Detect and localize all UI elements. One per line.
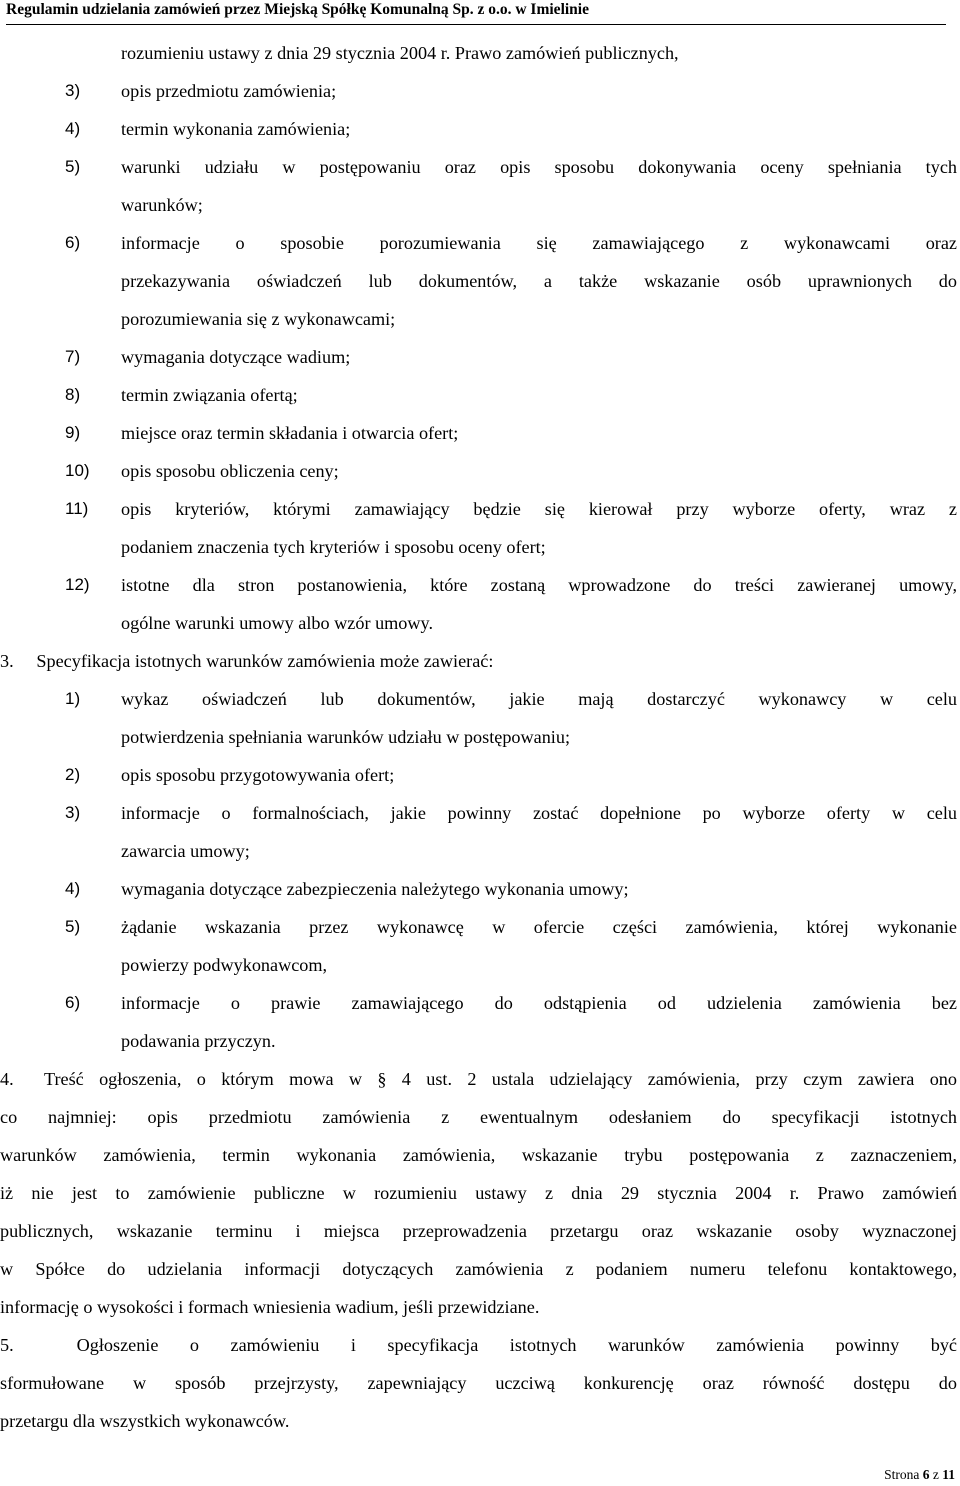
- text-line: [0, 1364, 960, 1402]
- text-line: [0, 338, 960, 376]
- text-line: [0, 148, 960, 186]
- text-line: [0, 718, 960, 756]
- line-text: potwierdzenia spełniania warunków udziału w postępowaniu;: [121, 727, 571, 747]
- text-line: [0, 1288, 960, 1326]
- line-text: warunki udziału w postępowaniu oraz opis sposobu dokonywania oceny spełniania tych: [121, 157, 957, 177]
- text-line: [0, 186, 960, 224]
- list-item-number: 7): [65, 347, 81, 366]
- text-line: [0, 1250, 960, 1288]
- text-line: [0, 110, 960, 148]
- line-text: w Spółce do udzielania informacji dotyczących zamówienia z podaniem numeru telefonu kontaktowego,: [0, 1259, 957, 1279]
- text-line: [0, 756, 960, 794]
- header-title: Regulamin udzielania zamówień przez Miejską Spółkę Komunalną Sp. z o.o. w Imielinie: [6, 1, 589, 18]
- list-item-number: 5): [65, 157, 81, 176]
- line-text: iż nie jest to zamówienie publiczne w rozumieniu ustawy z dnia 29 stycznia 2004 r. Prawo zamówień: [0, 1183, 957, 1203]
- text-line: [0, 452, 960, 490]
- footer-of: z: [932, 1467, 939, 1482]
- text-line: [0, 1402, 960, 1440]
- line-text: rozumieniu ustawy z dnia 29 stycznia 2004 r. Prawo zamówień publicznych,: [121, 43, 679, 63]
- text-line: [0, 1022, 960, 1060]
- list-item-number: 2): [65, 765, 81, 784]
- line-text: opis kryteriów, którymi zamawiający będzie się kierował przy wyborze oferty, wraz z: [121, 499, 957, 519]
- line-text: informacje o formalnościach, jakie powinny zostać dopełnione po wyborze oferty w celu: [121, 803, 957, 823]
- text-line: [0, 870, 960, 908]
- text-line: [0, 832, 960, 870]
- text-line: [0, 566, 960, 604]
- text-line: [0, 604, 960, 642]
- text-line: [0, 490, 960, 528]
- line-text: istotne dla stron postanowienia, które zostaną wprowadzone do treści zawieranej umowy,: [121, 575, 957, 595]
- text-line: [0, 1174, 960, 1212]
- text-line: [0, 262, 960, 300]
- list-item-number: 8): [65, 385, 81, 404]
- list-item-number: 9): [65, 423, 81, 442]
- text-line: [0, 1060, 960, 1098]
- document-header: [6, 0, 946, 25]
- line-text: podaniem znaczenia tych kryteriów i sposobu oceny ofert;: [121, 537, 546, 557]
- line-text: wymagania dotyczące wadium;: [121, 347, 351, 367]
- list-item-number: 4): [65, 879, 81, 898]
- text-line: [0, 1326, 960, 1364]
- text-line: [0, 376, 960, 414]
- line-text: opis przedmiotu zamówienia;: [121, 81, 337, 101]
- text-line: [0, 300, 960, 338]
- text-line: [0, 908, 960, 946]
- line-text: warunków;: [121, 195, 203, 215]
- line-text: warunków zamówienia, termin wykonania zamówienia, wskazanie trybu postępowania z zaznaczeniem,: [0, 1145, 957, 1165]
- line-text: porozumiewania się z wykonawcami;: [121, 309, 396, 329]
- list-item-number: 3): [65, 81, 81, 100]
- line-text: 3. Specyfikacja istotnych warunków zamówienia może zawierać:: [0, 651, 494, 671]
- text-line: [0, 1098, 960, 1136]
- line-text: ogólne warunki umowy albo wzór umowy.: [121, 613, 433, 633]
- text-line: [0, 34, 960, 72]
- line-text: informację o wysokości i formach wniesienia wadium, jeśli przewidziane.: [0, 1297, 540, 1317]
- text-line: [0, 642, 960, 680]
- document-body: [0, 34, 960, 1440]
- line-text: sformułowane w sposób przejrzysty, zapewniający uczciwą konkurencję oraz równość dostępu do: [0, 1373, 957, 1393]
- line-text: 4. Treść ogłoszenia, o którym mowa w § 4 ust. 2 ustala udzielający zamówienia, przy czym zawiera ono: [0, 1069, 957, 1089]
- text-line: [0, 414, 960, 452]
- footer-page-total: 11: [942, 1467, 955, 1482]
- line-text: publicznych, wskazanie terminu i miejsca przeprowadzenia przetargu oraz wskazanie osoby wyznaczonej: [0, 1221, 957, 1241]
- text-line: [0, 946, 960, 984]
- list-item-number: 6): [65, 233, 81, 252]
- line-text: co najmniej: opis przedmiotu zamówienia z ewentualnym odesłaniem do specyfikacji istotnych: [0, 1107, 957, 1127]
- list-item-number: 5): [65, 917, 81, 936]
- list-item-number: 10): [65, 461, 90, 480]
- line-text: opis sposobu przygotowywania ofert;: [121, 765, 395, 785]
- text-line: [0, 794, 960, 832]
- line-text: przekazywania oświadczeń lub dokumentów, a także wskazanie osób uprawnionych do: [121, 271, 957, 291]
- line-text: 5. Ogłoszenie o zamówieniu i specyfikacja istotnych warunków zamówienia powinny być: [0, 1335, 957, 1355]
- line-text: termin związania ofertą;: [121, 385, 298, 405]
- line-text: żądanie wskazania przez wykonawcę w ofercie części zamówienia, której wykonanie: [121, 917, 957, 937]
- list-item-number: 11): [65, 499, 89, 518]
- page-footer: [884, 1467, 955, 1483]
- list-item-number: 12): [65, 575, 90, 594]
- line-text: wymagania dotyczące zabezpieczenia należytego wykonania umowy;: [121, 879, 629, 899]
- text-line: [0, 984, 960, 1022]
- line-text: informacje o prawie zamawiającego do odstąpienia od udzielenia zamówienia bez: [121, 993, 957, 1013]
- list-item-number: 1): [65, 689, 81, 708]
- line-text: opis sposobu obliczenia ceny;: [121, 461, 339, 481]
- line-text: podawania przyczyn.: [121, 1031, 276, 1051]
- line-text: miejsce oraz termin składania i otwarcia ofert;: [121, 423, 459, 443]
- line-text: przetargu dla wszystkich wykonawców.: [0, 1411, 290, 1431]
- text-line: [0, 224, 960, 262]
- line-text: wykaz oświadczeń lub dokumentów, jakie mają dostarczyć wykonawcy w celu: [121, 689, 957, 709]
- line-text: informacje o sposobie porozumiewania się zamawiającego z wykonawcami oraz: [121, 233, 957, 253]
- text-line: [0, 1136, 960, 1174]
- footer-page-number: 6: [922, 1467, 930, 1482]
- line-text: zawarcia umowy;: [121, 841, 250, 861]
- text-line: [0, 72, 960, 110]
- list-item-number: 6): [65, 993, 81, 1012]
- text-line: [0, 528, 960, 566]
- text-line: [0, 1212, 960, 1250]
- list-item-number: 3): [65, 803, 81, 822]
- line-text: powierzy podwykonawcom,: [121, 955, 328, 975]
- footer-label: Strona: [884, 1467, 920, 1482]
- text-line: [0, 680, 960, 718]
- list-item-number: 4): [65, 119, 81, 138]
- line-text: termin wykonania zamówienia;: [121, 119, 351, 139]
